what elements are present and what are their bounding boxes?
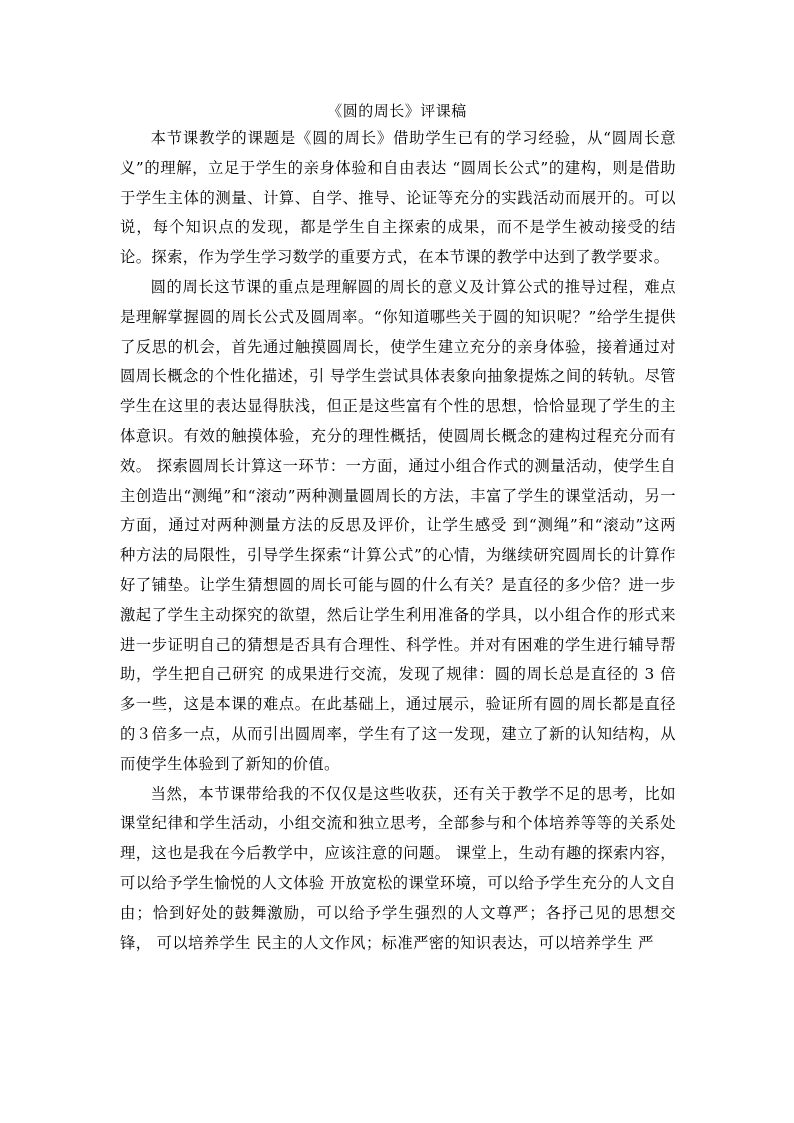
paragraph-1: 本节课教学的课题是《圆的周长》借助学生已有的学习经验，从“圆周长意义”的理解，立足于学生的亲身体验和自由表达 “圆周长公式”的建构，则是借助于学生主体的测量、计算、自学、推导、论证等充分的实践活动而展开的。可以说，每个知识点的发现，都是学生自主探索的成果，而不是学生被动接受的结论。探索，作为学生学习数学的重要方式，在本节课的教学中达到了教学要求。 [120, 129, 676, 267]
document-title: 《圆的周长》评课稿 [327, 102, 467, 120]
paragraph-2: 圆的周长这节课的重点是理解圆的周长的意义及计算公式的推导过程，难点是理解掌握圆的周长公式及圆周率。“你知道哪些关于圆的知识呢？”给学生提供了反思的机会，首先通过触摸圆周长，使学生建立充分的亲身体验，接着通过对圆周长概念的个性化描述，引 导学生尝试具体表象向抽象提炼之间的转轨。尽管学生在这里的表达显得肤浅，但正是这些富有个性的思想，恰恰显现了学生的主体意识。有效的触摸体验，充分的理性概括，使圆周长概念的建构过程充分而有效。 探索圆周长计算这一环节：一方面，通过小组合作式的测量活动，使学生自主创造出“测绳”和“滚动”两种测量圆周长的方法，丰富了学生的课堂活动，另一方面，通过对两种测量方法的反思及评价，让学生感受 到“测绳”和“滚动”这两种方法的局限性，引导学生探索“计算公式”的心情，为继续研究圆周长的计算作好了铺垫。让学生猜想圆的周长可能与圆的什么有关？是直径的多少倍？进一步激起了学生主动探究的欲望，然后让学生利用准备的学具，以小组合作的形式来进一步证明自己的猜想是否具有合理性、科学性。并对有困难的学生进行辅导帮助，学生把自己研究 的成果进行交流，发现了规律：圆的周长总是直径的 3 倍多一些，这是本课的难点。在此基础上，通过展示，验证所有圆的周长都是直径的３倍多一点，从而引出圆周率，学生有了这一发现，建立了新的认知结构，从而使学生体验到了新知的价值。 [120, 277, 676, 773]
paragraph-3: 当然，本节课带给我的不仅仅是这些收获，还有关于教学不足的思考，比如课堂纪律和学生活动，小组交流和独立思考，全部参与和个体培养等等的关系处理，这也是我在今后教学中，应该注意的问题。 课堂上，生动有趣的探索内容，可以给予学生愉悦的人文体验 开放宽松的课堂环境，可以给予学生充分的人文自由；恰到好处的鼓舞激励，可以给予学生强烈的人文尊严；各抒己见的思想交锋， 可以培养学生 民主的人文作风；标准严密的知识表达，可以培养学生 严 [120, 784, 676, 952]
document-body [120, 124, 676, 958]
